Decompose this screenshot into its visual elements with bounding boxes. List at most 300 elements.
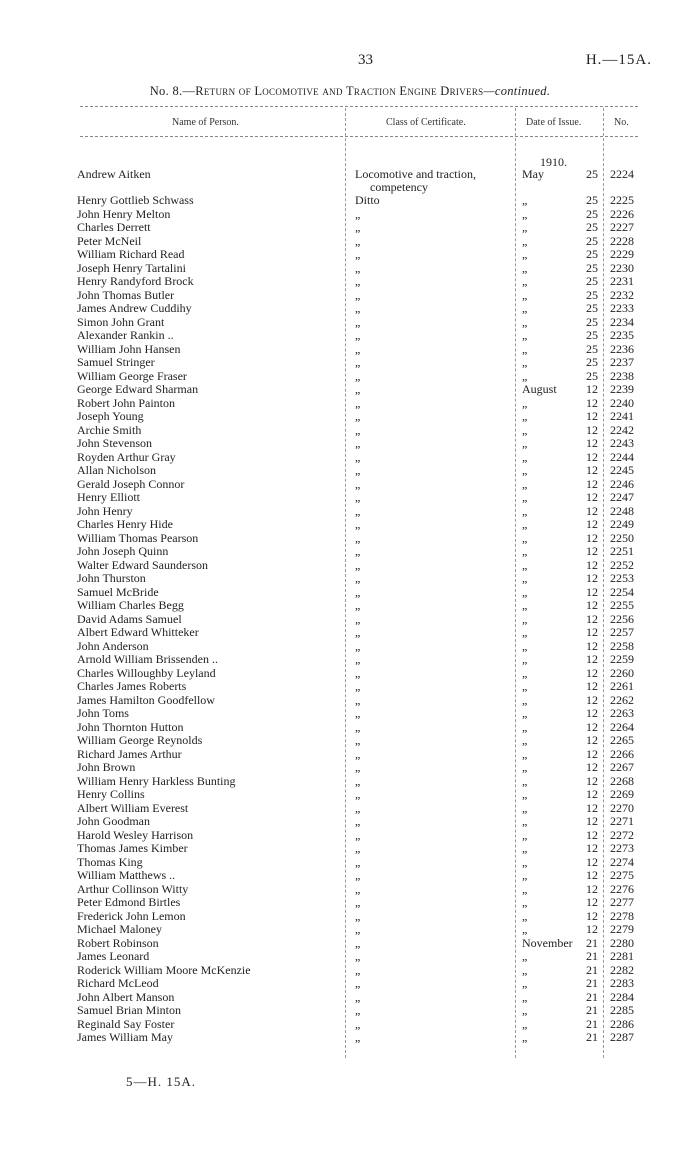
certificate-number: 2228: [610, 233, 634, 248]
driver-name: Peter Edmond Birtles: [77, 895, 181, 909]
driver-name: William George Reynolds: [77, 733, 203, 747]
certificate-number: 2277: [610, 895, 634, 909]
issue-day: 12: [586, 490, 598, 504]
issue-day: 12: [586, 692, 598, 707]
issue-month: „: [522, 368, 528, 383]
table-row: [0, 248, 700, 262]
issue-day: 12: [586, 382, 598, 396]
driver-name: Joseph Young: [77, 409, 144, 423]
certificate-number: 2230: [610, 260, 634, 275]
issue-month: „: [522, 260, 528, 275]
table-row: [0, 410, 700, 424]
certificate-number: 2276: [610, 881, 634, 896]
certificate-number: 2235: [610, 328, 634, 342]
certificate-number: 2236: [610, 341, 634, 356]
issue-day: 12: [586, 598, 598, 612]
certificate-number: 2274: [610, 854, 634, 869]
table-row: [0, 356, 700, 370]
certificate-number: 2275: [610, 868, 634, 882]
certificate-number: 2234: [610, 314, 634, 329]
report-code: H.—15A.: [585, 52, 652, 68]
driver-name: David Adams Samuel: [77, 611, 182, 626]
driver-name: John Thurston: [77, 571, 146, 585]
certificate-number: 2271: [610, 814, 634, 828]
issue-month: „: [522, 1030, 528, 1044]
certificate-class: „: [355, 719, 361, 734]
issue-day: 12: [586, 665, 598, 680]
page-number: 33: [358, 52, 373, 68]
driver-name: Joseph Henry Tartalini: [77, 260, 186, 275]
certificate-number: 2264: [610, 719, 634, 734]
certificate-number: 2238: [610, 368, 634, 383]
certificate-class: „: [355, 206, 361, 221]
certificate-class: „: [355, 476, 361, 491]
table-row: [0, 707, 700, 721]
certificate-class: „: [355, 679, 361, 693]
issue-day: 12: [586, 503, 598, 518]
certificate-number: 2241: [610, 409, 634, 423]
certificate-number: 2246: [610, 476, 634, 491]
driver-name: George Edward Sharman: [77, 382, 199, 396]
issue-day: 12: [586, 719, 598, 734]
table-row: [0, 194, 700, 208]
issue-day: 25: [586, 287, 598, 302]
certificate-number: 2245: [610, 463, 634, 477]
driver-name: Gerald Joseph Connor: [77, 476, 185, 491]
issue-day: 21: [586, 1016, 598, 1031]
table-row: [0, 883, 700, 897]
driver-name: Arnold William Brissenden ..: [77, 652, 218, 666]
issue-month: „: [522, 274, 528, 288]
issue-day: 21: [586, 1030, 598, 1044]
table-row: [0, 680, 700, 694]
issue-month: „: [522, 638, 528, 653]
certificate-class: „: [355, 814, 361, 828]
driver-name: William Henry Harkless Bunting: [77, 773, 236, 788]
issue-day: 25: [586, 206, 598, 221]
certificate-number: 2260: [610, 665, 634, 680]
driver-name: Walter Edward Saunderson: [77, 557, 208, 572]
table-row: [0, 721, 700, 735]
table-row: [0, 788, 700, 802]
driver-name: Charles Henry Hide: [77, 517, 173, 531]
issue-day: 25: [586, 220, 598, 234]
certificate-class: „: [355, 652, 361, 666]
certificate-number: 2247: [610, 490, 634, 504]
certificate-number: 2251: [610, 544, 634, 558]
header-rule: [80, 136, 638, 137]
driver-name: Arthur Collinson Witty: [77, 881, 189, 896]
table-row: [0, 275, 700, 289]
driver-name: Robert Robinson: [77, 935, 159, 950]
issue-month: „: [522, 220, 528, 234]
certificate-class: „: [355, 557, 361, 572]
table-row: [0, 559, 700, 573]
certificate-class: „: [355, 517, 361, 531]
driver-name: Richard McLeod: [77, 976, 159, 990]
issue-day: 12: [586, 409, 598, 423]
issue-month: „: [522, 287, 528, 302]
issue-month: „: [522, 314, 528, 329]
driver-name: Archie Smith: [77, 422, 142, 437]
certificate-class: „: [355, 409, 361, 423]
issue-month: „: [522, 868, 528, 882]
issue-day: 12: [586, 827, 598, 842]
driver-name: Michael Maloney: [77, 922, 162, 936]
table-row: [0, 640, 700, 654]
driver-name: Charles Derrett: [77, 220, 151, 234]
issue-month: „: [522, 895, 528, 909]
issue-month: May: [522, 167, 544, 181]
issue-day: 21: [586, 935, 598, 950]
certificate-number: 2267: [610, 760, 634, 774]
driver-name: William John Hansen: [77, 341, 181, 356]
issue-month: „: [522, 706, 528, 720]
driver-name: John Anderson: [77, 638, 149, 653]
driver-name: Charles James Roberts: [77, 679, 187, 693]
issue-month: „: [522, 908, 528, 923]
certificate-number: 2231: [610, 274, 634, 288]
issue-day: 12: [586, 854, 598, 869]
certificate-number: 2280: [610, 935, 634, 950]
issue-month: November: [522, 935, 573, 950]
issue-day: 12: [586, 436, 598, 450]
issue-day: 25: [586, 301, 598, 315]
issue-day: 25: [586, 328, 598, 342]
issue-day: 21: [586, 976, 598, 990]
issue-day: 25: [586, 355, 598, 369]
certificate-class: „: [355, 274, 361, 288]
driver-name: John Stevenson: [77, 436, 152, 450]
certificate-number: 2232: [610, 287, 634, 302]
driver-name: Samuel Brian Minton: [77, 1003, 181, 1017]
issue-month: „: [522, 773, 528, 788]
issue-month: „: [522, 476, 528, 491]
certificate-number: 2284: [610, 989, 634, 1004]
driver-name: John Brown: [77, 760, 136, 774]
certificate-number: 2286: [610, 1016, 634, 1031]
issue-day: 12: [586, 395, 598, 410]
certificate-number: 2229: [610, 247, 634, 261]
table-row: [0, 1004, 700, 1018]
certificate-class: „: [355, 368, 361, 383]
certificate-class: „: [355, 530, 361, 545]
table-row: [0, 977, 700, 991]
issue-day: 12: [586, 908, 598, 923]
issue-month: „: [522, 881, 528, 896]
certificate-class: „: [355, 760, 361, 774]
issue-day: 12: [586, 814, 598, 828]
certificate-class: „: [355, 733, 361, 747]
driver-name: William George Fraser: [77, 368, 187, 383]
certificate-class: „: [355, 544, 361, 558]
issue-day: 12: [586, 868, 598, 882]
table-row: [0, 572, 700, 586]
table-row: [0, 626, 700, 640]
table-row: [0, 937, 700, 951]
driver-name: John Thornton Hutton: [77, 719, 184, 734]
table-row: [0, 869, 700, 883]
year-label: 1910.: [540, 155, 567, 169]
issue-day: 25: [586, 167, 598, 181]
certificate-class: „: [355, 1030, 361, 1044]
certificate-class: „: [355, 463, 361, 477]
table-row: [0, 329, 700, 343]
table-row: [0, 694, 700, 708]
table-row: [0, 235, 700, 249]
certificate-class: „: [355, 598, 361, 612]
driver-name: Andrew Aitken: [77, 167, 151, 181]
issue-month: „: [522, 341, 528, 356]
driver-name: Henry Elliott: [77, 490, 140, 504]
certificate-class: „: [355, 989, 361, 1004]
table-row: [0, 586, 700, 600]
table-row: [0, 505, 700, 519]
issue-day: 12: [586, 517, 598, 531]
certificate-class: „: [355, 949, 361, 963]
issue-day: 21: [586, 962, 598, 977]
driver-name: Roderick William Moore McKenzie: [77, 962, 251, 977]
issue-month: „: [522, 233, 528, 248]
issue-day: 12: [586, 841, 598, 855]
driver-name: William Richard Read: [77, 247, 185, 261]
certificate-class: „: [355, 773, 361, 788]
driver-name: Charles Willoughby Leyland: [77, 665, 216, 680]
table-row: [0, 991, 700, 1005]
issue-day: 25: [586, 247, 598, 261]
table-row: [0, 437, 700, 451]
certificate-class: Ditto: [355, 193, 380, 207]
issue-day: 12: [586, 800, 598, 815]
certificate-number: 2225: [610, 193, 634, 207]
title-prefix: No. 8.—: [149, 84, 196, 98]
certificate-number: 2244: [610, 449, 634, 464]
issue-month: „: [522, 719, 528, 734]
driver-name: Henry Randyford Brock: [77, 274, 194, 288]
issue-day: 21: [586, 1003, 598, 1017]
issue-day: 12: [586, 652, 598, 666]
certificate-class: „: [355, 706, 361, 720]
certificate-class: „: [355, 665, 361, 680]
certificate-class: „: [355, 490, 361, 504]
page-title: [0, 84, 700, 99]
driver-name: Henry Collins: [77, 787, 145, 801]
certificate-class: „: [355, 233, 361, 248]
issue-month: „: [522, 746, 528, 761]
issue-day: 25: [586, 274, 598, 288]
table-row: [0, 923, 700, 937]
certificate-number: 2227: [610, 220, 634, 234]
certificate-number: 2263: [610, 706, 634, 720]
certificate-class: „: [355, 314, 361, 329]
driver-name: James William May: [77, 1030, 173, 1044]
certificate-class: „: [355, 449, 361, 464]
issue-day: 12: [586, 544, 598, 558]
certificate-number: 2240: [610, 395, 634, 410]
table-row: [0, 478, 700, 492]
certificate-number: 2257: [610, 625, 634, 639]
issue-month: „: [522, 206, 528, 221]
certificate-number: 2268: [610, 773, 634, 788]
certificate-class: „: [355, 220, 361, 234]
driver-name: Allan Nicholson: [77, 463, 156, 477]
issue-day: 12: [586, 746, 598, 761]
driver-name: James Leonard: [77, 949, 150, 963]
issue-day: 21: [586, 949, 598, 963]
driver-name: Royden Arthur Gray: [77, 449, 176, 464]
column-header-class: Class of Certificate.: [386, 117, 466, 128]
table-row: [0, 1031, 700, 1045]
issue-day: 12: [586, 638, 598, 653]
certificate-class: „: [355, 355, 361, 369]
certificate-class: „: [355, 800, 361, 815]
issue-day: 12: [586, 422, 598, 437]
issue-month: „: [522, 449, 528, 464]
certificate-class: „: [355, 841, 361, 855]
certificate-number: 2249: [610, 517, 634, 531]
certificate-class: „: [355, 854, 361, 869]
certificate-number: 2269: [610, 787, 634, 801]
issue-month: „: [522, 517, 528, 531]
issue-month: „: [522, 355, 528, 369]
issue-day: 12: [586, 463, 598, 477]
table-row: [0, 910, 700, 924]
issue-month: „: [522, 247, 528, 261]
certificate-number: 2273: [610, 841, 634, 855]
certificate-number: 2224: [610, 167, 634, 181]
issue-day: 12: [586, 895, 598, 909]
driver-list: [0, 194, 700, 1045]
issue-month: „: [522, 530, 528, 545]
issue-month: „: [522, 1016, 528, 1031]
table-row: [0, 221, 700, 235]
table-row: [0, 896, 700, 910]
table-row: [0, 208, 700, 222]
certificate-number: 2262: [610, 692, 634, 707]
driver-name: John Joseph Quinn: [77, 544, 169, 558]
certificate-number: 2255: [610, 598, 634, 612]
certificate-number: 2253: [610, 571, 634, 585]
title-main: Return of Locomotive and Traction Engine Drivers: [195, 84, 484, 98]
issue-day: 12: [586, 787, 598, 801]
issue-day: 12: [586, 571, 598, 585]
certificate-number: 2259: [610, 652, 634, 666]
certificate-number: 2242: [610, 422, 634, 437]
issue-day: 12: [586, 476, 598, 491]
issue-day: 12: [586, 557, 598, 572]
issue-day: 12: [586, 530, 598, 545]
driver-name: Alexander Rankin ..: [77, 328, 174, 342]
issue-month: „: [522, 854, 528, 869]
certificate-number: 2233: [610, 301, 634, 315]
issue-month: „: [522, 733, 528, 747]
certificate-number: 2270: [610, 800, 634, 815]
certificate-class: „: [355, 827, 361, 842]
table-row: [0, 653, 700, 667]
driver-name: Albert William Everest: [77, 800, 189, 815]
driver-name: Thomas King: [77, 854, 143, 869]
certificate-number: 2258: [610, 638, 634, 653]
certificate-class: „: [355, 625, 361, 639]
certificate-number: 2254: [610, 584, 634, 599]
driver-name: John Thomas Butler: [77, 287, 175, 302]
certificate-class: „: [355, 571, 361, 585]
table-row: [0, 370, 700, 384]
driver-name: William Charles Begg: [77, 598, 184, 612]
issue-day: 12: [586, 760, 598, 774]
certificate-class: „: [355, 1003, 361, 1017]
certificate-number: 2281: [610, 949, 634, 963]
table-row: [0, 343, 700, 357]
issue-month: „: [522, 962, 528, 977]
certificate-class: „: [355, 301, 361, 315]
issue-month: „: [522, 1003, 528, 1017]
issue-month: „: [522, 841, 528, 855]
certificate-class: „: [355, 746, 361, 761]
table-row: [0, 748, 700, 762]
certificate-class: „: [355, 895, 361, 909]
issue-day: 12: [586, 611, 598, 626]
driver-name: John Henry Melton: [77, 206, 171, 221]
issue-month: „: [522, 301, 528, 315]
table-row: [0, 289, 700, 303]
certificate-number: 2272: [610, 827, 634, 842]
issue-month: „: [522, 679, 528, 693]
driver-name: John Albert Manson: [77, 989, 175, 1004]
driver-name: Samuel McBride: [77, 584, 159, 599]
table-row: [0, 518, 700, 532]
driver-name: Peter McNeil: [77, 233, 142, 248]
certificate-number: 2279: [610, 922, 634, 936]
issue-day: 12: [586, 733, 598, 747]
column-header-name: Name of Person.: [172, 117, 239, 128]
certificate-class: „: [355, 341, 361, 356]
driver-name: Robert John Painton: [77, 395, 175, 410]
top-rule: [80, 106, 638, 107]
issue-day: 12: [586, 773, 598, 788]
issue-month: „: [522, 328, 528, 342]
table-row: [0, 856, 700, 870]
table-row: [0, 545, 700, 559]
table-row: [0, 734, 700, 748]
certificate-class: „: [355, 395, 361, 410]
certificate-number: 2283: [610, 976, 634, 990]
certificate-number: 2252: [610, 557, 634, 572]
issue-day: 21: [586, 989, 598, 1004]
certificate-number: 2226: [610, 206, 634, 221]
table-row: [0, 761, 700, 775]
certificate-class: „: [355, 611, 361, 626]
issue-day: 25: [586, 260, 598, 275]
issue-month: „: [522, 665, 528, 680]
certificate-class: „: [355, 247, 361, 261]
issue-month: „: [522, 989, 528, 1004]
title-suffix: —continued.: [483, 84, 551, 98]
table-row: [0, 424, 700, 438]
certificate-class: „: [355, 328, 361, 342]
certificate-number: 2278: [610, 908, 634, 923]
certificate-class: „: [355, 868, 361, 882]
driver-name: Samuel Stringer: [77, 355, 155, 369]
driver-name: Harold Wesley Harrison: [77, 827, 194, 842]
issue-month: „: [522, 503, 528, 518]
certificate-number: 2282: [610, 962, 634, 977]
issue-month: „: [522, 409, 528, 423]
certificate-number: 2261: [610, 679, 634, 693]
certificate-class: „: [355, 881, 361, 896]
table-row: [0, 950, 700, 964]
table-row: [0, 262, 700, 276]
